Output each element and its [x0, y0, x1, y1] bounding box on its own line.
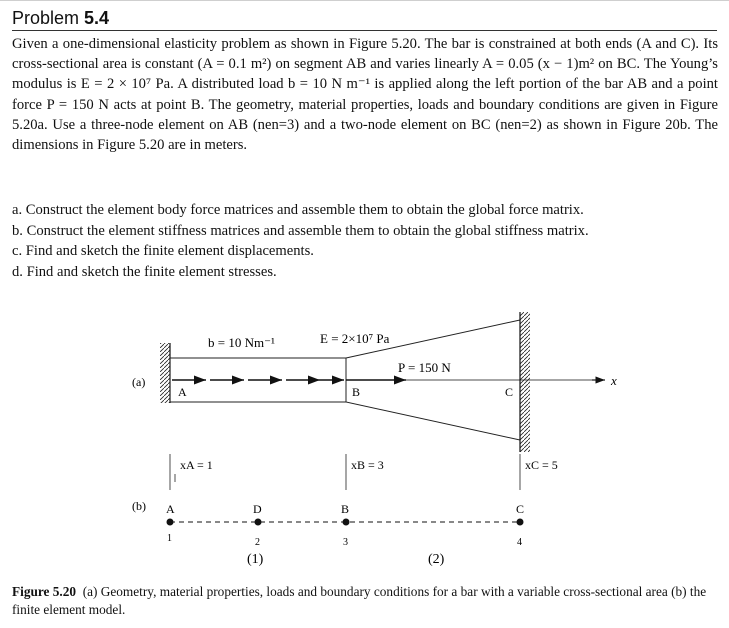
point-b-label: B	[352, 385, 361, 399]
coord-xc: xC = 5	[525, 458, 558, 472]
coordinate-ticks	[170, 454, 520, 490]
node-4	[517, 519, 524, 526]
task-d: d. Find and sketch the finite element stresses.	[12, 263, 277, 280]
coord-xb: xB = 3	[351, 458, 384, 472]
right-wall-hatch	[520, 312, 530, 452]
point-force-label: P = 150 N	[398, 360, 451, 375]
element-2-label: (2)	[428, 552, 445, 567]
element-1-label: (1)	[247, 552, 264, 567]
problem-statement: Given a one-dimensional elasticity problem as shown in Figure 5.20. The bar is constrained at both ends (A and C). Its cross-sectional area is constant (A = 0.1 m²) on segment AB and varies linearly A = 0.05 (x − 1)m² on BC. The Young’s modulus is E = 2 × 10⁷ Pa. A distributed load b = 10 N m⁻¹ is applied along the left portion of the bar AB and a point force P = 150 N acts at point B. The geometry, material properties, loads and boundary conditions are given in Figure 5.20a. Use a three-node element on AB (nen=3) and a two-node element on BC (nen=2) as shown in Figure 20b. The dimensions in Figure 5.20 are in meters.	[12, 36, 718, 154]
node-letter-c: C	[516, 502, 525, 516]
left-wall-hatch	[160, 343, 170, 403]
caption-text: (a) Geometry, material properties, loads and boundary conditions for a bar with a variable cross-sectional area (b) the finite element model.	[12, 584, 707, 617]
task-a: a. Construct the element body force matrices and assemble them to obtain the global force matrix.	[12, 202, 584, 218]
node-1	[167, 519, 174, 526]
node-letter-d: D	[253, 502, 262, 516]
node-letter-a: A	[166, 502, 175, 516]
modulus-label: E = 2×10⁷ Pa	[320, 331, 390, 346]
distributed-load-label: b = 10 Nm⁻¹	[208, 335, 275, 350]
node-2	[255, 519, 262, 526]
task-b: b. Construct the element stiffness matrices and assemble them to obtain the global stiffness matrix.	[12, 222, 589, 239]
top-border	[0, 0, 729, 1]
figure-5-20	[0, 300, 729, 580]
part-b-label: (b)	[132, 499, 146, 513]
problem-title-prefix: Problem	[12, 8, 80, 28]
coord-xa: xA = 1	[180, 458, 213, 472]
problem-number: 5.4	[84, 8, 110, 28]
problem-title	[12, 6, 109, 30]
task-list	[12, 200, 718, 282]
point-c-label: C	[505, 385, 514, 399]
node-number-4: 4	[517, 537, 522, 548]
node-3	[343, 519, 350, 526]
title-underline	[12, 30, 717, 31]
x-axis-label: x	[611, 373, 617, 388]
node-number-2: 2	[255, 537, 260, 548]
node-number-1: 1	[167, 533, 172, 544]
node-letter-b: B	[341, 502, 350, 516]
figure-caption	[12, 583, 718, 619]
node-number-3: 3	[343, 537, 348, 548]
task-c: c. Find and sketch the finite element displacements.	[12, 243, 314, 259]
part-a-label: (a)	[132, 375, 146, 389]
caption-label: Figure 5.20	[12, 584, 77, 599]
point-a-label: A	[178, 385, 187, 399]
